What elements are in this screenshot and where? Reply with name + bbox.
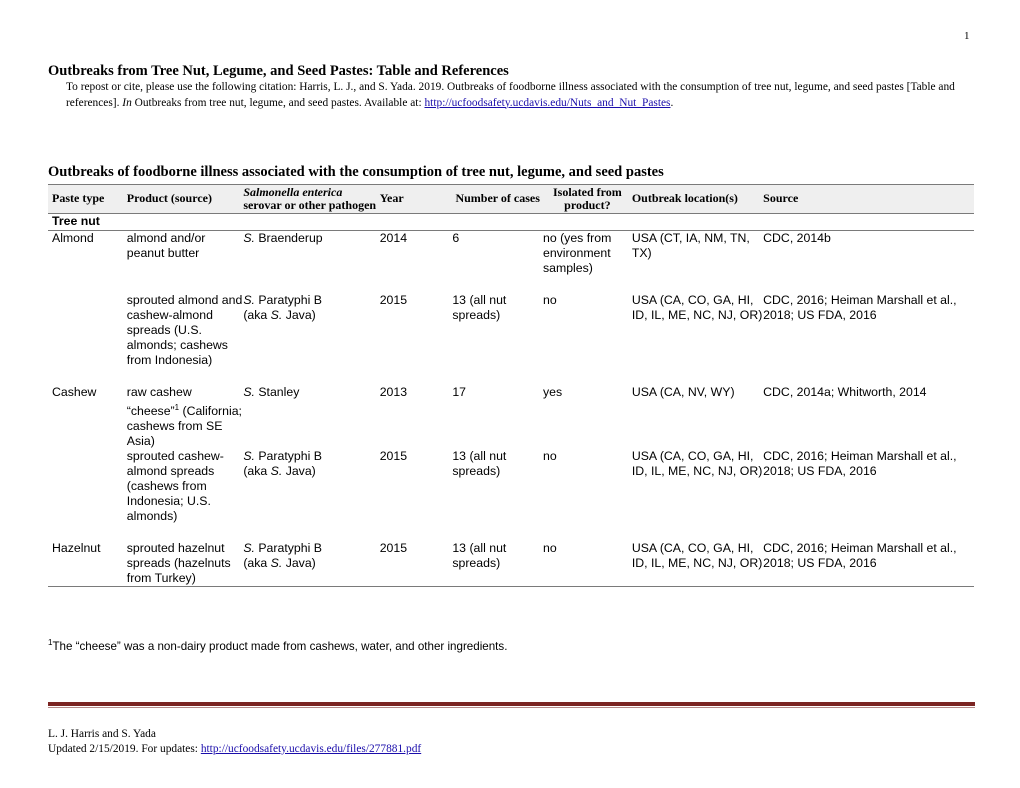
group-row-tree-nut [48, 214, 974, 231]
table-row [48, 449, 974, 524]
serovar-name: Braenderup [254, 231, 323, 245]
cell-serovar [243, 385, 379, 449]
cell-cases: 13 (all nut spreads) [452, 541, 543, 587]
citation-intro: To repost or cite, please use the following citation: Harris, L. J., and S. Yada. 2019. Outbreaks of foodborne illness associated with the consumption of tree nut, legume, and seed pastes [Table and references]. [66, 81, 955, 109]
footer-updated-prefix: Updated 2/15/2019. For updates: [48, 743, 201, 755]
cell-isolated: no [542, 449, 557, 464]
table-row [48, 231, 974, 277]
footer-rule [48, 702, 975, 706]
table-row [48, 385, 974, 449]
cell-isolated: yes [542, 385, 563, 399]
table-row [48, 293, 974, 368]
group-label: Tree nut [48, 214, 974, 231]
cell-location: USA (CT, IA, NM, TN, TX) [631, 231, 750, 260]
serovar-name: Paratyphi B [254, 541, 322, 556]
row-spacer [48, 524, 974, 541]
col-header-serovar-italic: Salmonella enterica [243, 185, 343, 199]
cell-cases: 6 [452, 231, 460, 245]
cell-product: sprouted cashew-almond spreads (cashews from Indonesia; U.S. almonds) [126, 449, 224, 524]
cell-location: USA (CA, NV, WY) [631, 385, 735, 399]
citation-link[interactable]: http://ucfoodsafety.ucdavis.edu/Nuts_and_Nut_Pastes [424, 96, 671, 109]
serovar-prefix: S. [243, 385, 255, 399]
cell-isolated: no [542, 293, 557, 307]
col-header-paste-type: Paste type [48, 185, 127, 214]
cell-paste-type: Hazelnut [48, 541, 127, 587]
cell-source: CDC, 2014b [763, 231, 831, 245]
col-header-year: Year [380, 185, 453, 214]
col-header-product: Product (source) [127, 185, 244, 214]
serovar-prefix: S. [243, 541, 255, 556]
col-header-isolated: Isolated from product? [543, 185, 632, 214]
footnote-marker: 1 [48, 638, 53, 647]
citation-in: In [122, 96, 132, 109]
footnote-text: The “cheese” was a non-dairy product made from cashews, water, and other ingredients. [52, 639, 508, 653]
cell-paste-type [48, 449, 127, 524]
cell-serovar [243, 231, 379, 277]
cell-isolated: no (yes from environment samples) [542, 231, 612, 275]
citation-text [66, 80, 966, 111]
cell-product: sprouted almond and cashew-almond spreads (U.S. almonds; cashews from Indonesia) [126, 293, 243, 367]
cell-year: 2014 [379, 231, 408, 245]
cell-cases: 13 (all nut spreads) [452, 293, 507, 322]
col-header-source: Source [763, 185, 974, 214]
col-header-serovar [243, 185, 379, 214]
cell-year: 2015 [379, 449, 408, 464]
cell-source: CDC, 2014a; Whitworth, 2014 [763, 385, 927, 399]
cell-year: 2015 [379, 293, 408, 307]
serovar-prefix: S. [243, 293, 255, 307]
serovar-prefix: S. [243, 449, 255, 464]
cell-cases: 17 [452, 385, 467, 399]
cell-source: CDC, 2016; Heiman Marshall et al., 2018; US FDA, 2016 [763, 541, 974, 587]
cell-source: CDC, 2016; Heiman Marshall et al., 2018; US FDA, 2016 [763, 293, 957, 322]
cell-product: sprouted hazelnut spreads (hazelnuts from Turkey) [127, 541, 244, 587]
cell-serovar [243, 293, 379, 368]
cell-location: USA (CA, CO, GA, HI, ID, IL, ME, NC, NJ, OR) [631, 449, 763, 479]
cell-source: CDC, 2016; Heiman Marshall et al., 2018; US FDA, 2016 [763, 449, 957, 479]
footer-rule-thin [48, 707, 975, 708]
cell-year: 2013 [379, 385, 408, 399]
serovar-aka: (aka S. Java) [243, 308, 316, 322]
serovar-name: Stanley [254, 385, 300, 399]
citation-end: . [670, 96, 674, 109]
cell-location: USA (CA, CO, GA, HI, ID, IL, ME, NC, NJ, OR) [632, 541, 763, 587]
serovar-aka: (aka S. Java) [243, 464, 316, 479]
section-heading: Outbreaks of foodborne illness associated with the consumption of tree nut, legume, and seed pastes [48, 164, 664, 180]
footnote-marker: 1 [174, 403, 180, 412]
footnote [48, 638, 507, 653]
cell-product [127, 385, 244, 449]
col-header-serovar-rest: serovar or other pathogen [243, 197, 377, 212]
product-rest: (California; cashews from SE Asia) [126, 404, 242, 449]
cell-location: USA (CA, CO, GA, HI, ID, IL, ME, NC, NJ, OR) [631, 293, 763, 322]
table-row [48, 541, 974, 587]
cell-serovar [243, 541, 379, 587]
cell-isolated: no [543, 541, 632, 587]
outbreaks-table [48, 184, 974, 587]
cell-paste-type: Almond [52, 231, 94, 245]
col-header-location: Outbreak location(s) [632, 185, 763, 214]
page-number: 1 [964, 30, 970, 42]
cell-serovar [243, 449, 379, 524]
row-spacer [48, 368, 974, 385]
serovar-name: Paratyphi B [254, 449, 322, 464]
cell-cases: 13 (all nut spreads) [452, 449, 507, 479]
col-header-cases: Number of cases [452, 185, 543, 214]
product-main: raw cashew “cheese” [126, 385, 192, 419]
table-header-row [48, 185, 974, 214]
cell-year: 2015 [380, 541, 453, 587]
serovar-prefix: S. [243, 231, 255, 245]
footer-authors: L. J. Harris and S. Yada [48, 728, 156, 740]
cell-product: almond and/or peanut butter [126, 231, 206, 260]
cell-paste-type [48, 293, 127, 368]
footer-updated [48, 743, 421, 755]
footer-updates-link[interactable]: http://ucfoodsafety.ucdavis.edu/files/277881.pdf [200, 743, 422, 755]
page-title: Outbreaks from Tree Nut, Legume, and Seed Pastes: Table and References [48, 63, 509, 79]
cell-paste-type: Cashew [52, 385, 97, 399]
serovar-name: Paratyphi B [254, 293, 322, 307]
row-spacer [48, 276, 974, 293]
citation-middle: Outbreaks from tree nut, legume, and seed pastes. Available at: [131, 96, 425, 109]
serovar-aka: (aka S. Java) [243, 556, 316, 571]
